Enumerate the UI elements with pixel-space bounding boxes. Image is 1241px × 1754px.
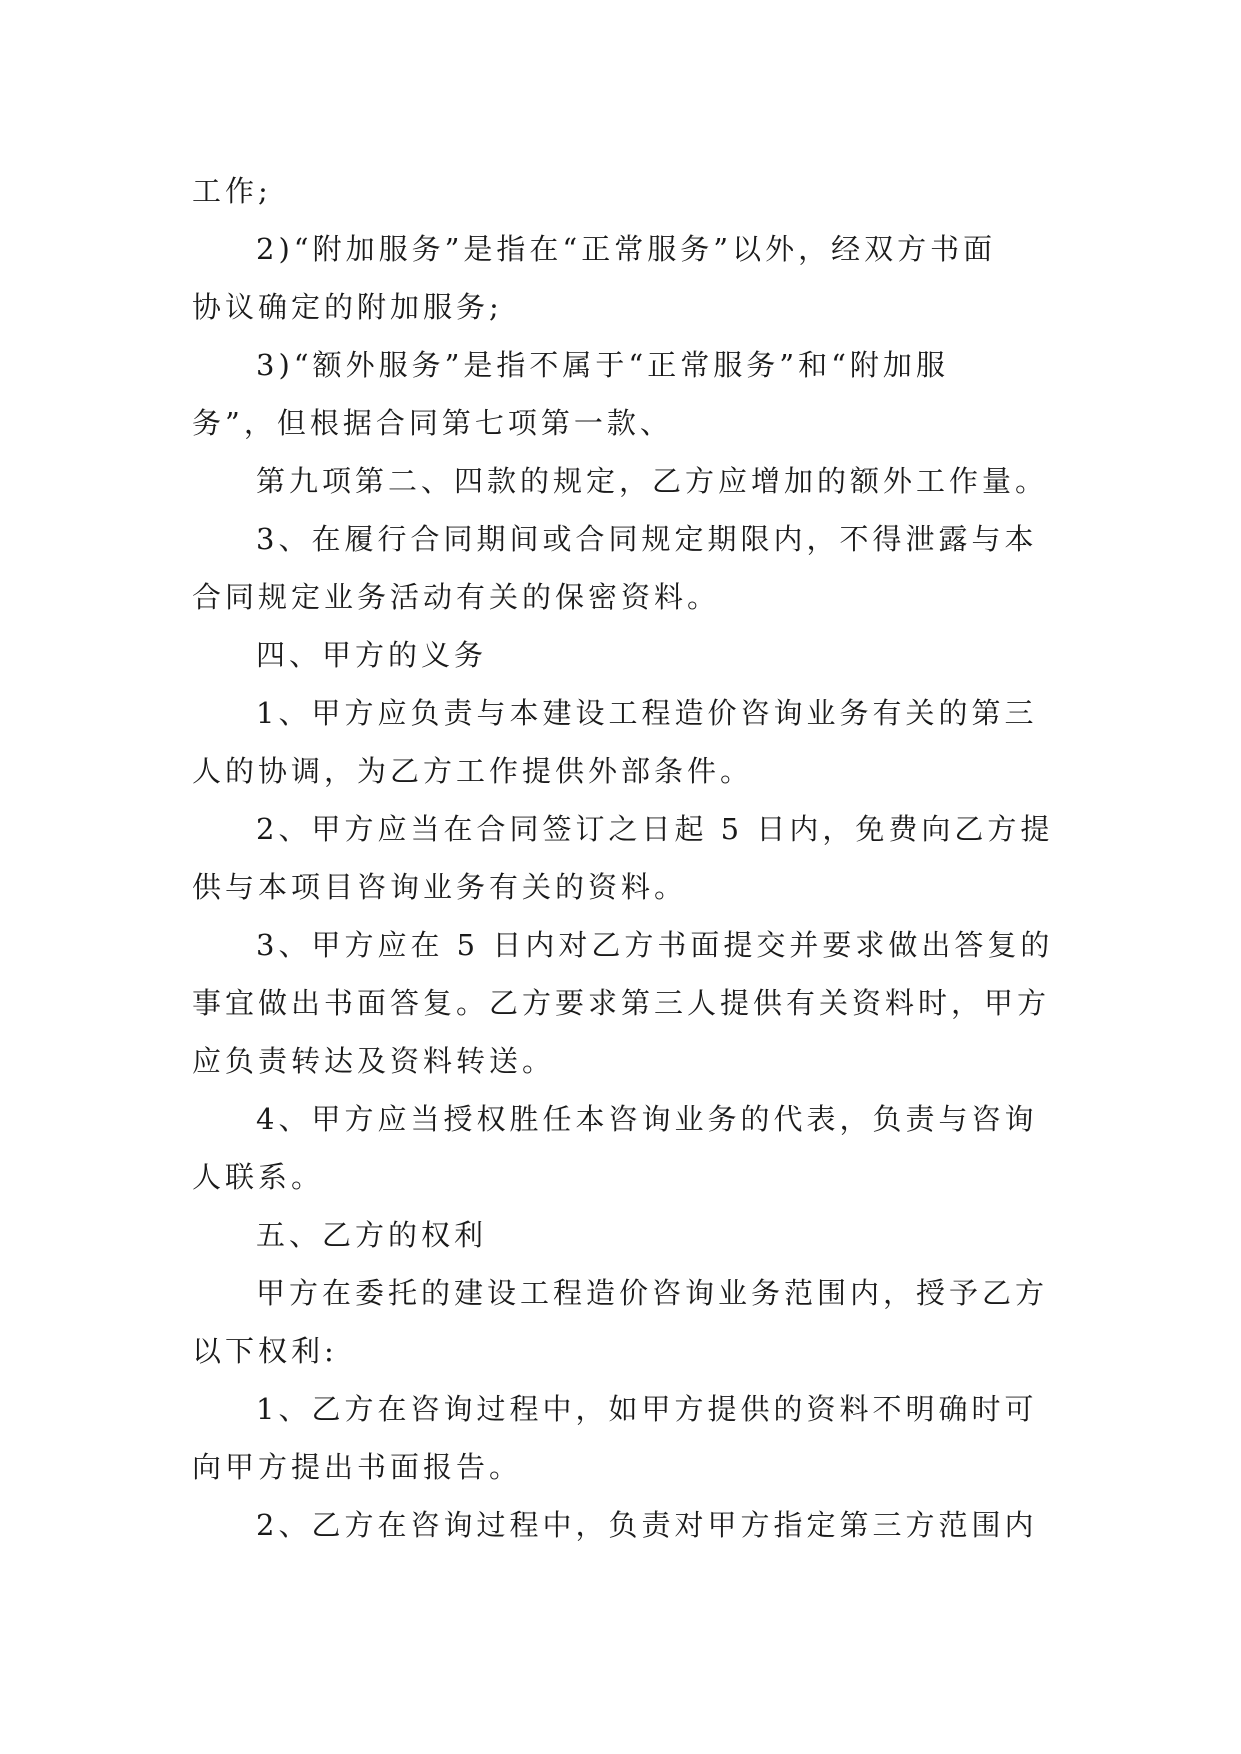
text-line: 第九项第二、四款的规定，乙方应增加的额外工作量。 xyxy=(256,464,1049,498)
text-line: 3、在履行合同期间或合同规定期限内，不得泄露与本 xyxy=(256,522,1038,556)
document-body xyxy=(192,162,1062,1554)
text-line: 合同规定业务活动有关的保密资料。 xyxy=(192,580,721,614)
text-line: 以下权利: xyxy=(192,1334,338,1368)
text-line: 协议确定的附加服务; xyxy=(192,290,503,324)
text-line: 向甲方提出书面报告。 xyxy=(192,1450,523,1484)
text-line: 4、甲方应当授权胜任本咨询业务的代表，负责与咨询 xyxy=(256,1102,1038,1136)
text-line: 工作; xyxy=(192,174,272,208)
text-line: 1、甲方应负责与本建设工程造价咨询业务有关的第三 xyxy=(256,696,1038,730)
text-line: 3)“额外服务”是指不属于“正常服务”和“附加服 xyxy=(256,348,949,382)
section-heading: 四、甲方的义务 xyxy=(256,638,488,672)
text-line: 人联系。 xyxy=(192,1160,325,1194)
text-line: 3、甲方应在 5 日内对乙方书面提交并要求做出答复的 xyxy=(256,928,1054,962)
text-line: 甲方在委托的建设工程造价咨询业务范围内，授予乙方 xyxy=(256,1276,1049,1310)
text-line: 事宜做出书面答复。乙方要求第三人提供有关资料时，甲方 xyxy=(192,986,1051,1020)
text-line: 务”，但根据合同第七项第一款、 xyxy=(192,406,673,440)
text-line: 2)“附加服务”是指在“正常服务”以外，经双方书面 xyxy=(256,232,997,266)
text-line: 1、乙方在咨询过程中，如甲方提供的资料不明确时可 xyxy=(256,1392,1038,1426)
text-line: 2、乙方在咨询过程中，负责对甲方指定第三方范围内 xyxy=(256,1508,1038,1542)
section-heading: 五、乙方的权利 xyxy=(256,1218,488,1252)
text-line: 2、甲方应当在合同签订之日起 5 日内，免费向乙方提 xyxy=(256,812,1054,846)
text-line: 人的协调，为乙方工作提供外部条件。 xyxy=(192,754,754,788)
text-line: 应负责转达及资料转送。 xyxy=(192,1044,556,1078)
text-line: 供与本项目咨询业务有关的资料。 xyxy=(192,870,688,904)
